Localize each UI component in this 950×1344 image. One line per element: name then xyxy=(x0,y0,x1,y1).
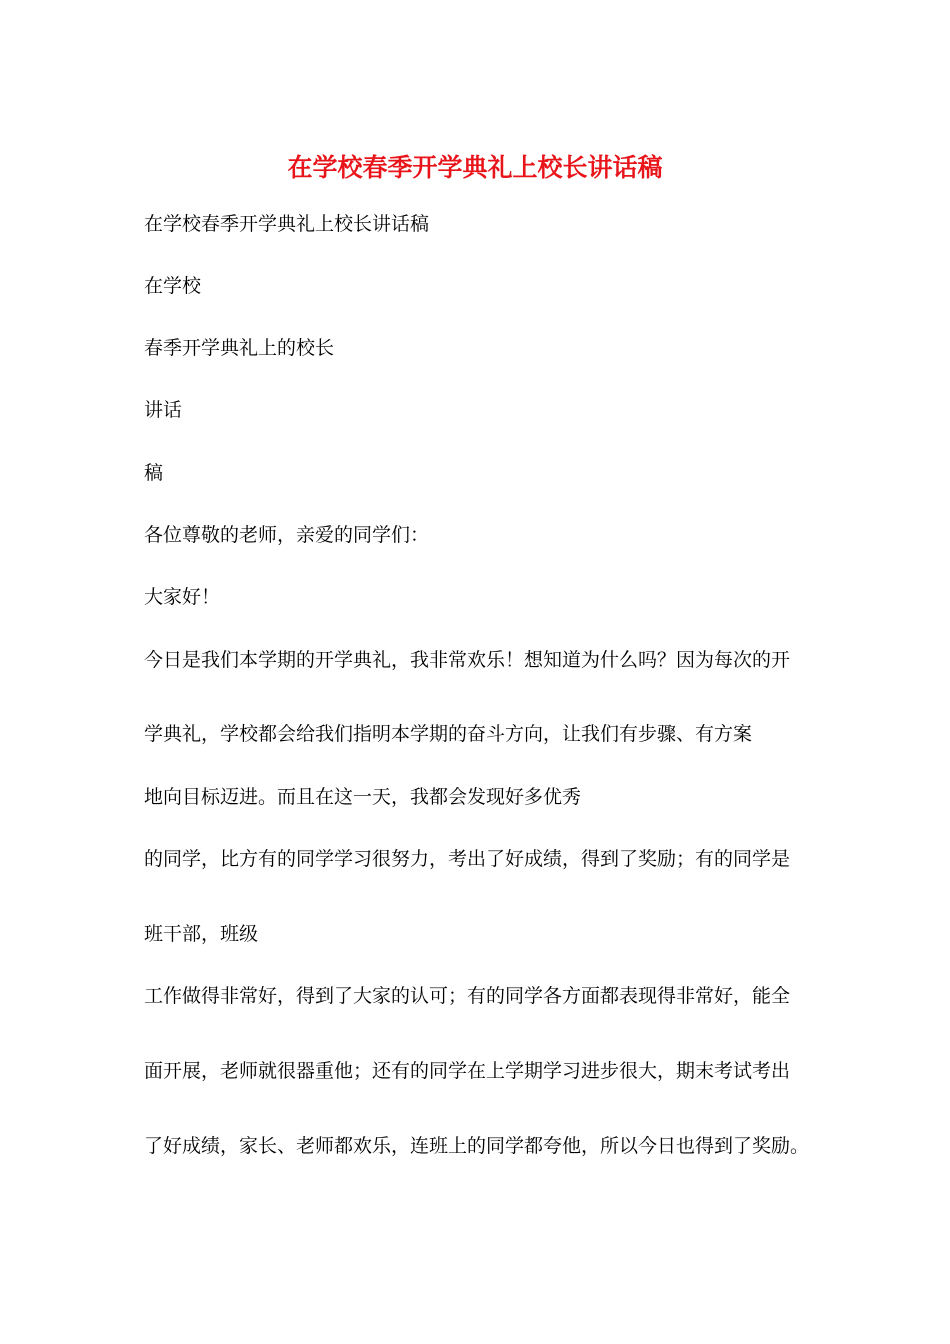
document-title: 在学校春季开学典礼上校长讲话稿 xyxy=(287,153,663,182)
paragraph-line: 学典礼，学校都会给我们指明本学期的奋斗方向，让我们有步骤、有方案 xyxy=(144,723,753,745)
paragraph-line: 今日是我们本学期的开学典礼，我非常欢乐！想知道为什么吗？因为每次的开 xyxy=(144,649,791,671)
text-line: 春季开学典礼上的校长 xyxy=(144,337,335,359)
paragraph-line: 地向目标迈进。而且在这一天，我都会发现好多优秀 xyxy=(144,786,582,808)
greeting-line: 大家好！ xyxy=(144,586,221,608)
text-line: 在学校春季开学典礼上校长讲话稿 xyxy=(144,213,430,235)
text-line: 稿 xyxy=(144,462,164,484)
paragraph-line: 面开展，老师就很器重他；还有的同学在上学期学习进步很大，期末考试考出 xyxy=(144,1060,791,1082)
paragraph-line: 了好成绩，家长、老师都欢乐，连班上的同学都夸他，所以今日也得到了奖励。 xyxy=(144,1135,810,1157)
text-line: 讲话 xyxy=(144,399,183,421)
paragraph-line: 工作做得非常好，得到了大家的认可；有的同学各方面都表现得非常好，能全 xyxy=(144,985,791,1007)
paragraph-line: 班干部，班级 xyxy=(144,923,259,945)
paragraph-line: 的同学，比方有的同学学习很努力，考出了好成绩，得到了奖励；有的同学是 xyxy=(144,848,791,870)
text-line: 在学校 xyxy=(144,275,202,297)
salutation-line: 各位尊敬的老师，亲爱的同学们： xyxy=(144,524,430,546)
